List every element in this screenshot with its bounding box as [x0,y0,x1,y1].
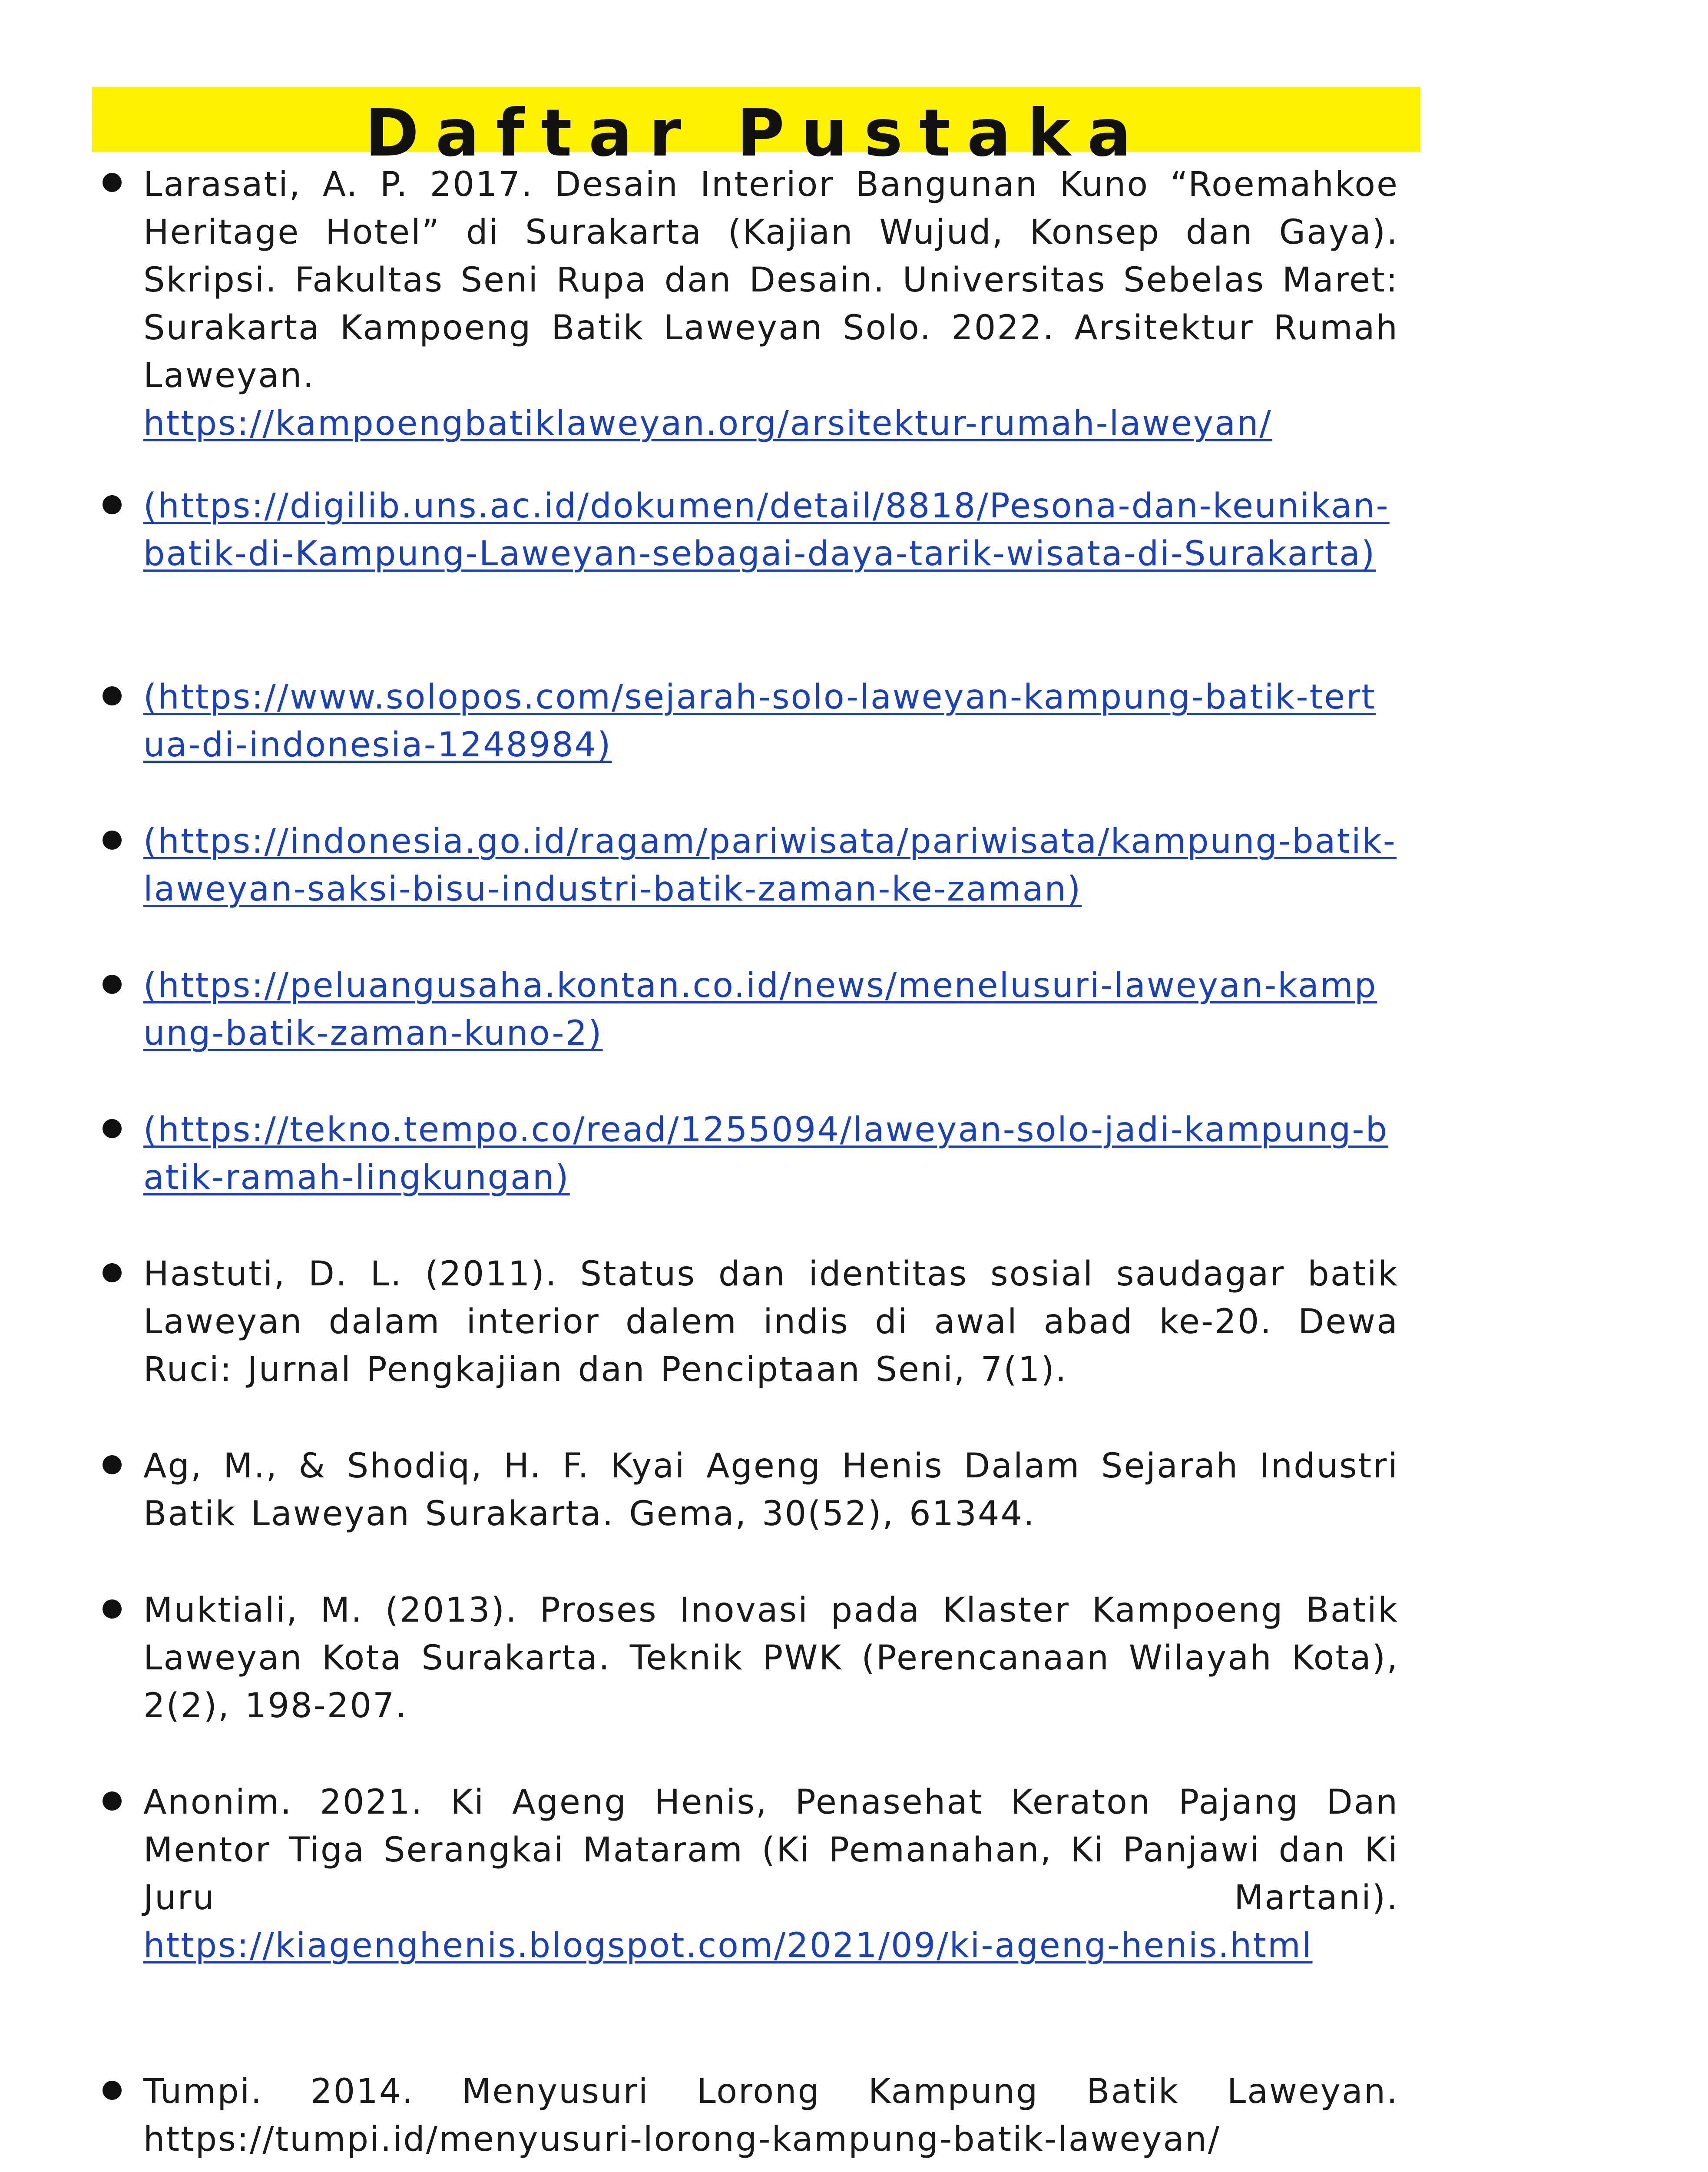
reference-item [143,818,1399,913]
reference-text: Muktiali, M. (2013). Proses Inovasi pada Klaster Kampoeng Batik Laweyan Kota Surakarta. Teknik PWK (Perencanaan Wilayah Kota), 2(2), 198-207. [143,1591,1399,1725]
reference-text: Hastuti, D. L. (2011). Status dan identitas sosial saudagar batik Laweyan dalam interior dalem indis di awal abad ke-20. Dewa Ruci: Jurnal Pengkajian dan Penciptaan Seni, 7(1). [143,1255,1399,1389]
page-title: Daftar Pustaka [364,96,1148,171]
reference-text: Tumpi. 2014. Menyusuri Lorong Kampung Batik Laweyan. https://tumpi.id/menyusuri-lorong-kampung-batik-laweyan/ [143,2072,1399,2159]
reference-item [143,482,1399,578]
reference-text: Larasati, A. P. 2017. Desain Interior Bangunan Kuno “Roemahkoe Heritage Hotel” di Surakarta (Kajian Wujud, Konsep dan Gaya). Skripsi. Fakultas Seni Rupa dan Desain. Universitas Sebelas Maret: Surakarta Kampoeng Batik Laweyan Solo. 2022. Arsitektur Rumah Laweyan. [143,165,1399,395]
reference-item [143,1778,1399,1970]
bullet-icon [103,1455,122,1474]
reference-link[interactable]: (https://digilib.uns.ac.id/dokumen/detail/8818/Pesona-dan-keunikan-batik-di-Kampung-Laweyan-sebagai-daya-tarik-wisata-di-Surakarta) [143,487,1390,573]
bullet-icon [103,495,122,514]
reference-link[interactable]: https://kampoengbatiklaweyan.org/arsitektur-rumah-laweyan/ [143,404,1272,443]
reference-text: Ag, M., & Shodiq, H. F. Kyai Ageng Henis Dalam Sejarah Industri Batik Laweyan Surakarta. Gema, 30(52), 61344. [143,1447,1399,1533]
reference-item [143,962,1399,1057]
bullet-icon [103,1263,122,1282]
reference-link[interactable]: (https://tekno.tempo.co/read/1255094/laweyan-solo-jadi-kampung-batik-ramah-lingkungan) [143,1110,1389,1197]
bullet-icon [103,831,122,850]
reference-link[interactable]: (https://www.solopos.com/sejarah-solo-laweyan-kampung-batik-tertua-di-indonesia-1248984) [143,678,1376,765]
bullet-icon [103,975,122,994]
reference-item [143,1442,1399,1538]
bullet-icon [103,1791,122,1811]
reference-link[interactable]: (https://peluangusaha.kontan.co.id/news/menelusuri-laweyan-kampung-batik-zaman-kuno-2) [143,966,1377,1053]
reference-item [143,673,1399,769]
reference-item [143,161,1399,447]
reference-item [143,1106,1399,1202]
bullet-icon [103,2081,122,2100]
reference-link[interactable]: https://kiagenghenis.blogspot.com/2021/09/ki-ageng-henis.html [143,1926,1313,1965]
bullet-icon [103,1119,122,1138]
reference-item [143,1586,1399,1730]
reference-link[interactable]: (https://indonesia.go.id/ragam/pariwisata/pariwisata/kampung-batik-laweyan-saksi-bisu-industri-batik-zaman-ke-zaman) [143,822,1397,909]
reference-item [143,1250,1399,1394]
bullet-icon [103,686,122,705]
reference-item [143,2068,1399,2163]
bullet-icon [103,1599,122,1619]
bullet-icon [103,173,122,192]
reference-text: Anonim. 2021. Ki Ageng Henis, Penasehat Keraton Pajang Dan Mentor Tiga Serangkai Mataram (Ki Pemanahan, Ki Panjawi dan Ki Juru Martani). [143,1783,1399,1917]
